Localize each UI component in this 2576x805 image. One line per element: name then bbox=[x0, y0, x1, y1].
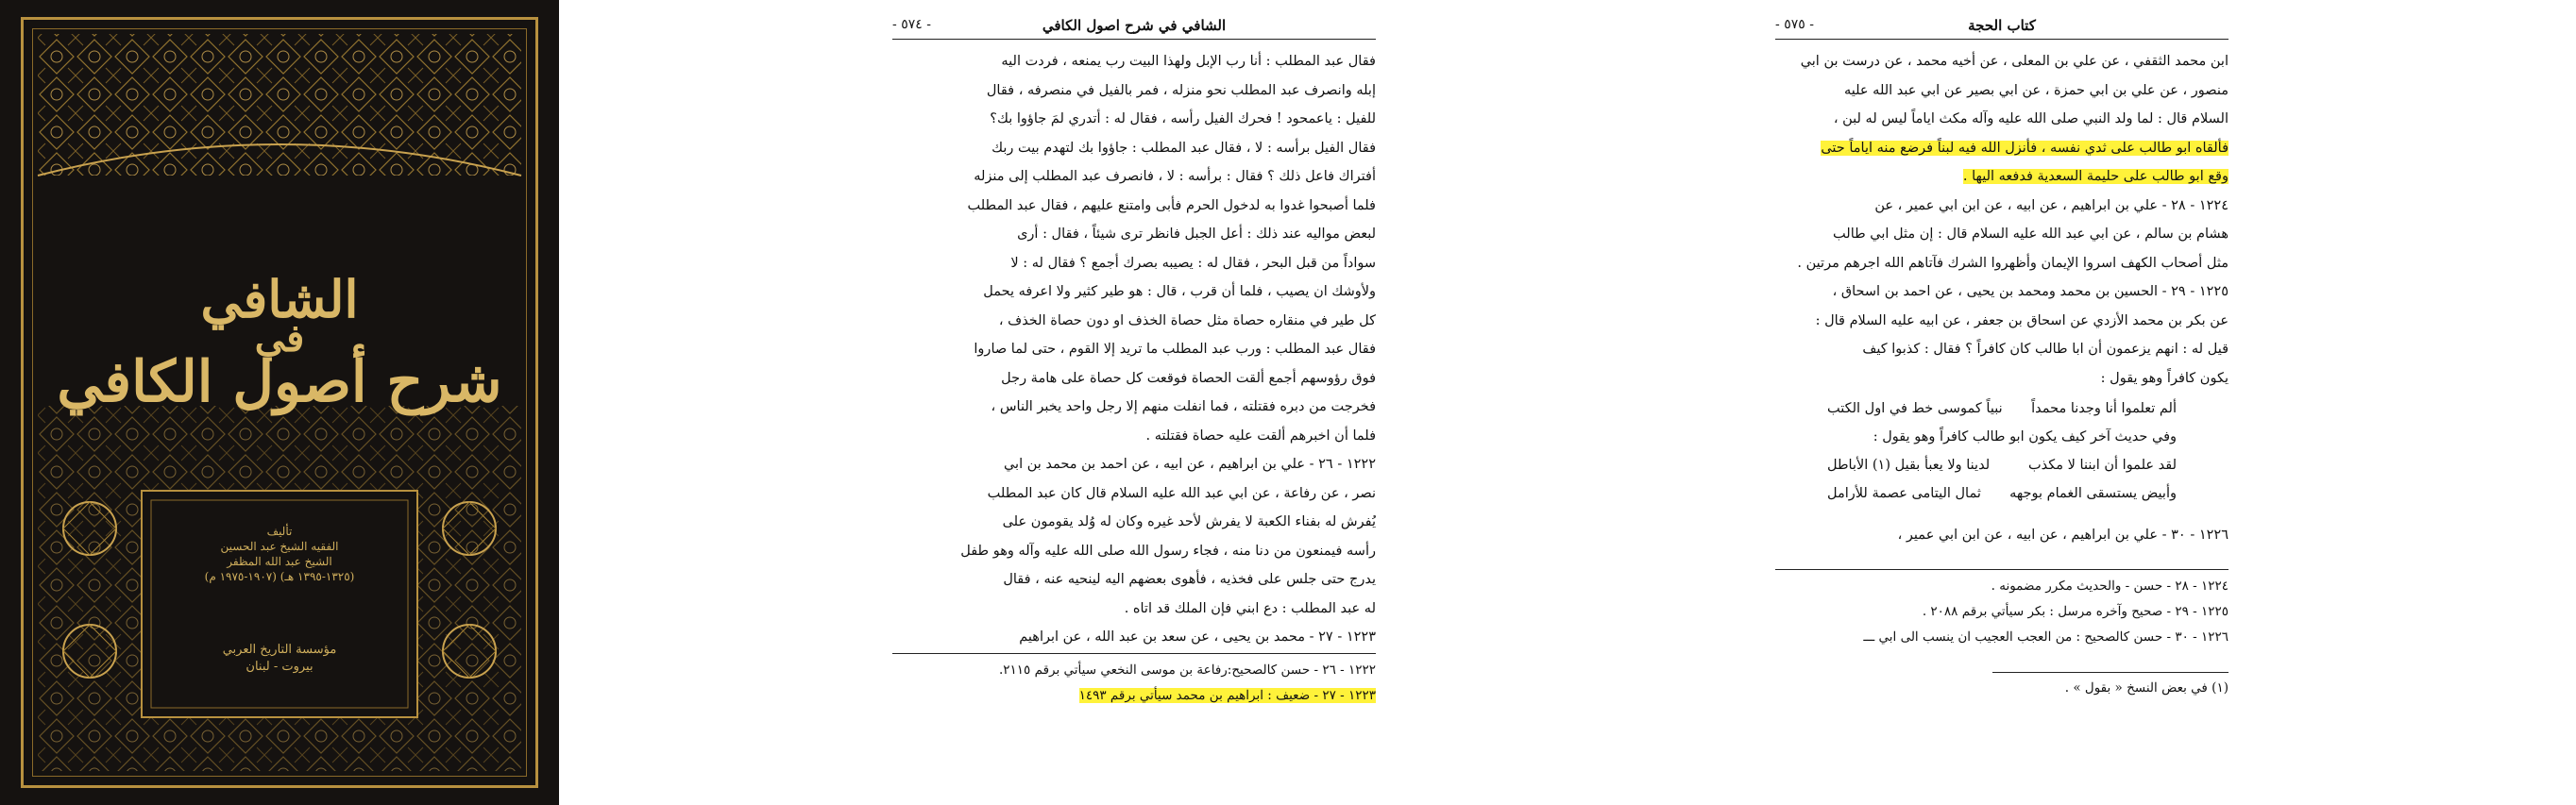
verse-hemistich-1: لقد علموا أن ابننا لا مكذب bbox=[2028, 458, 2177, 473]
text-line: سواداً من قبل البحر ، فقال له : يصيبه بصرك أجمع ؟ فقال له : لا bbox=[1010, 255, 1376, 271]
footnote-line: (١) في بعض النسخ « بقول » . bbox=[2064, 680, 2229, 696]
text-line: إبله وانصرف عبد المطلب نحو منزله ، فمر بالفيل في منصرفه ، فقال bbox=[986, 82, 1376, 98]
cover-publisher-name: مؤسسة التاريخ العربي bbox=[222, 643, 337, 657]
cover-title-sub: شرح أصول الكافي bbox=[57, 349, 502, 415]
poem-verse bbox=[1775, 451, 2229, 479]
highlighted-text: وقع ابو طالب على حليمة السعدية فدفعه اليها . bbox=[1962, 169, 2229, 184]
text-line: يُفرش له بفناء الكعبة لا يفرش لأحد غيره وكان له وُلد يقومون على bbox=[1002, 514, 1376, 529]
text-line: ١٢٢٦ - ٣٠ - علي بن ابراهيم ، عن ابيه ، عن ابن ابي عمير ، bbox=[1897, 528, 2229, 543]
verse-hemistich-1: ألم تعلموا أنا وجدنا محمداً bbox=[2031, 401, 2177, 416]
text-line: فلما أصبحوا غدوا به لدخول الحرم فأبى وامتنع عليهم ، فقال عبد المطلب bbox=[967, 197, 1376, 213]
cover-author-label: تأليف bbox=[266, 525, 293, 538]
page-574 bbox=[892, 0, 1376, 805]
text-line: كل طير في منقاره حصاة مثل حصاة الخذف او دون حصاة الخذف ، bbox=[998, 312, 1376, 328]
text-line: يكون كافراً وهو يقول : bbox=[2100, 370, 2229, 386]
highlighted-text: ١٢٢٣ - ٢٧ - ضعيف : ابراهيم بن محمد سيأتي برقم ١٤٩٣ bbox=[1078, 688, 1376, 703]
verse-hemistich-1: وفي حديث آخر كيف يكون ابو طالب كافراً وهو يقول : bbox=[1873, 429, 2177, 444]
text-line: منصور ، عن علي بن ابي حمزة ، عن ابي بصير عن ابي عبد الله عليه bbox=[1843, 82, 2229, 98]
text-line: هشام بن سالم ، عن ابي عبد الله عليه السلام قال : إن مثل ابي طالب bbox=[1833, 226, 2229, 242]
note-line: ١٢٢٦ - ٣٠ - حسن كالصحيح : من العجب العجيب ان ينسب الى ابي ـــ bbox=[1863, 629, 2229, 645]
page-body-text bbox=[892, 47, 1376, 652]
cover-author-name-1: الفقيه الشيخ عبد الحسين bbox=[220, 540, 339, 553]
running-title: كتاب الحجة bbox=[1968, 17, 2036, 34]
note-line: ١٢٢٤ - ٢٨ - حسن - والحديث مكرر مضمونه . bbox=[1991, 579, 2229, 594]
highlighted-text: فألقاه ابو طالب على ثدي نفسه ، فأنزل الله فيه لبناً فرضع منه اياماً حتى bbox=[1821, 140, 2229, 156]
footnote-separator bbox=[1992, 672, 2229, 673]
page-header bbox=[1775, 17, 2229, 40]
text-line: فقال عبد المطلب : أنا رب الإبل ولهذا البيت رب يمنعه ، فردت اليه bbox=[1001, 54, 1376, 69]
verse-hemistich-2: ثمال اليتامى عصمة للأرامل bbox=[1827, 486, 1981, 501]
cover-author-block bbox=[142, 524, 417, 584]
cover-publisher-block bbox=[151, 642, 408, 676]
text-line: ١٢٢٢ - ٢٦ - علي بن ابراهيم ، عن ابيه ، عن احمد بن محمد بن ابي bbox=[1003, 457, 1376, 472]
text-line: لبعض مواليه عند ذلك : أعل الجبل فانظر ترى شيئاً ، فقال : أرى bbox=[1017, 226, 1376, 242]
text-line: فقال عبد المطلب : ورب عبد المطلب ما تريد إلا القوم ، حتى لما صاروا bbox=[974, 342, 1376, 357]
text-line: عن بكر بن محمد الأزدي عن اسحاق بن جعفر ، عن ابيه عليه السلام قال : bbox=[1815, 312, 2229, 328]
footnotes bbox=[892, 658, 1376, 709]
text-line: مثل أصحاب الكهف اسروا الإيمان وأظهروا الشرك فآتاهم الله اجرهم مرتين . bbox=[1797, 255, 2229, 271]
cover-author-name-2: الشيخ عبد الله المظفر bbox=[227, 555, 332, 568]
verse-hemistich-2: لدينا ولا يعبأ بقيل (١) الأباطل bbox=[1827, 458, 1991, 473]
text-line: قيل له : انهم يزعمون أن ابا طالب كان كافراً ؟ فقال : كذبوا كيف bbox=[1862, 342, 2229, 357]
text-line: ولأوشك ان يصيب ، فلما أن قرب ، قال : هو طير كثير ولا اعرفه يحمل bbox=[983, 284, 1376, 299]
text-line: ١٢٢٥ - ٢٩ - الحسين بن محمد ومحمد بن يحيى ، عن احمد بن اسحاق ، bbox=[1832, 284, 2229, 299]
text-line: يدرج حتى جلس على فخذيه ، فأهوى بعضهم اليه لينحيه عنه ، فقال bbox=[1003, 572, 1376, 587]
verse-hemistich-1: وأبيض يستسقى الغمام بوجهه bbox=[2009, 486, 2177, 501]
note-line: ١٢٢٥ - ٢٩ - صحيح وآخره مرسل : بكر سيأتي برقم ٢٠٨٨ . bbox=[1922, 604, 2229, 619]
text-line-highlighted bbox=[1775, 134, 2229, 163]
cover-title-main: الشافي bbox=[200, 269, 359, 329]
text-line: ١٢٢٤ - ٢٨ - علي بن ابراهيم ، عن ابيه ، عن ابن ابي عمير ، عن bbox=[1874, 197, 2229, 213]
poem-block bbox=[1775, 394, 2229, 508]
text-line: ١٢٢٣ - ٢٧ - محمد بن يحيى ، عن سعد بن عبد الله ، عن ابراهيم bbox=[1019, 629, 1376, 645]
page-body-text-end bbox=[1775, 521, 2229, 550]
page-number: - ٥٧٤ - bbox=[892, 17, 931, 32]
cover-author-dates: (١٣٢٥-١٣٩٥ هـ) (١٩٠٧-١٩٧٥ م) bbox=[204, 570, 355, 583]
cover-title-connector: في bbox=[254, 316, 305, 361]
text-line: فوق رؤوسهم أجمع ألقت الحصاة فوقعت كل حصاة على هامة رجل bbox=[1001, 370, 1376, 386]
text-line: للفيل : ياعمحود ! فحرك الفيل رأسه ، فقال له : أتدري لمَ جاؤوا بك؟ bbox=[990, 111, 1376, 126]
cover-publisher-city: بيروت - لبنان bbox=[246, 660, 314, 674]
text-line: فقال الفيل برأسه : لا ، فقال عبد المطلب : جاؤوا بك لتهدم بيت ربك bbox=[991, 140, 1376, 156]
text-line: ابن محمد الثقفي ، عن علي بن المعلى ، عن أخيه محمد ، عن درست بن ابي bbox=[1800, 54, 2229, 69]
footnote-line-highlighted bbox=[892, 683, 1376, 709]
book-cover bbox=[0, 0, 559, 805]
poem-interjection bbox=[1775, 423, 2229, 451]
grading-notes bbox=[1775, 574, 2229, 650]
running-title: الشافي في شرح اصول الكافي bbox=[1042, 17, 1227, 34]
footnote-separator bbox=[892, 653, 1376, 654]
notes-separator bbox=[1775, 569, 2229, 570]
text-line: فخرجت من دبره فقتلته ، فما انفلت منهم إلا رجل واحد يخبر الناس ، bbox=[991, 399, 1376, 414]
text-line: له عبد المطلب : دع ابني فإن الملك قد اتاه . bbox=[1124, 600, 1376, 616]
poem-verse bbox=[1775, 479, 2229, 508]
page-number: - ٥٧٥ - bbox=[1775, 17, 1814, 32]
page-body-text bbox=[1775, 47, 2229, 393]
verse-hemistich-2: نبياً كموسى خط في اول الكتب bbox=[1827, 401, 2003, 416]
page-header bbox=[892, 17, 1376, 40]
text-line: رأسه فيمنعون من دنا منه ، فجاء رسول الله صلى الله عليه وآله وهو طفل bbox=[960, 543, 1376, 559]
footnotes bbox=[1775, 676, 2229, 701]
text-line-highlighted bbox=[1775, 162, 2229, 192]
poem-verse bbox=[1775, 394, 2229, 423]
text-line: أفتراك فاعل ذلك ؟ فقال : برأسه : لا ، فانصرف عبد المطلب إلى منزله bbox=[974, 169, 1376, 184]
footnote-line: ١٢٢٢ - ٢٦ - حسن كالصحيح:رفاعة بن موسى النخعي سيأتي برقم ٢١١٥. bbox=[998, 662, 1376, 678]
text-line: نصر ، عن رفاعة ، عن ابي عبد الله عليه السلام قال كان عبد المطلب bbox=[987, 485, 1376, 501]
text-line: السلام قال : لما ولد النبي صلى الله عليه وآله مكث اياماً ليس له لبن ، bbox=[1833, 111, 2229, 126]
page-575 bbox=[1775, 0, 2229, 805]
text-line: فلما أن اخبرهم ألقت عليه حصاة فقتلته . bbox=[1145, 428, 1376, 444]
